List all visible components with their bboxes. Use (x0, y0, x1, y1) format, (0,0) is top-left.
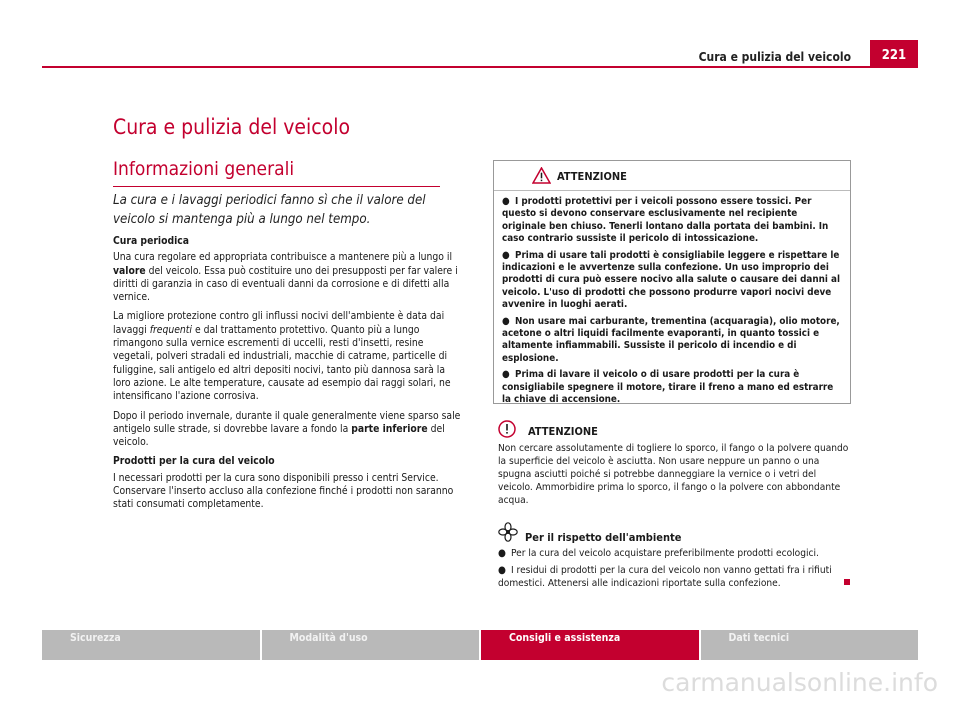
warning-item-text: Prima di lavare il veicolo o di usare prodotti per la cura è consigliabile spegnere il motore, tirare il freno a mano ed estrarre la chiave di accensione. (502, 369, 834, 406)
heading-care-products: Prodotti per la cura del veicolo (113, 455, 275, 468)
paragraph-value (113, 251, 465, 304)
paragraph-products: I necessari prodotti per la cura sono disponibili presso i centri Service. Conservare l'inserto accluso alla confezione finché i prodotti non saranno stati consumati completamente. (113, 471, 454, 511)
warning-item-text: I prodotti protettivi per i veicoli possono essere tossici. Per questo si devono conservare esclusivamente nel recipiente originale ben chiuso. Tenerli lontano dalla portata dei bambini. In caso contrario sussiste il pericolo di intossicazione. (502, 196, 829, 245)
warning-body (494, 191, 850, 407)
bullet: ● (502, 369, 510, 381)
list-item-text: Per la cura del veicolo acquistare preferibilmente prodotti ecologici. (511, 548, 819, 559)
bullet: ● (502, 315, 510, 327)
list-item-text: I residui di prodotti per la cura del veicolo non vanno gettati fra i rifiuti domestici. Attenersi alle indicazioni riportate sulla confezione. (498, 565, 832, 589)
text: Dopo il periodo invernale, durante il quale generalmente viene sparso sale antigelo sulle strade, si dovrebbe lavare a fondo la (113, 409, 461, 435)
bullet: ● (502, 196, 510, 207)
warning-box (493, 160, 851, 404)
tab-sicurezza[interactable]: Sicurezza (42, 630, 260, 660)
page-number: 221 (870, 40, 918, 68)
warning-item (502, 196, 842, 246)
flower-icon (498, 522, 518, 542)
page-header (42, 38, 918, 68)
end-of-section-mark (844, 579, 850, 585)
warning-title: ATTENZIONE (557, 170, 627, 183)
warning-item (502, 316, 842, 366)
bullet: ● (498, 565, 506, 576)
bullet: ● (502, 249, 510, 261)
emphasis: valore (113, 264, 146, 277)
warning-header (494, 161, 850, 191)
warning-item (502, 250, 842, 312)
header-rule (42, 66, 918, 68)
list-item (498, 547, 850, 560)
tab-dati-tecnici[interactable]: Dati tecnici (701, 630, 919, 660)
text: Una cura regolare ed appropriata contribuisce a mantenere più a lungo il (113, 251, 453, 264)
environment-title: Per il rispetto dell'ambiente (525, 531, 682, 544)
paragraph-winter (113, 410, 465, 450)
text: del veicolo. (113, 422, 445, 449)
bullet: ● (498, 548, 506, 559)
warning-item-text: Prima di usare tali prodotti è consigliabile leggere e rispettare le indicazioni e le avvertenze sulla confezione. Un uso improprio dei prodotti di cura può essere nocivo alla salute o causare dei danni al veicolo. L'uso di prodotti che possono produrre vapori nocivi deve avvenire in luoghi aerati. (502, 249, 840, 311)
heading-periodic-care: Cura periodica (113, 235, 190, 247)
text: e dal trattamento protettivo. Quanto più a lungo rimangono sulla vernice escrementi di uccelli, resti d'insetti, resine vegetali, polveri stradali ed industriali, macchie di catrame, particelle di fuliggine, sali antigelo ed altri depositi nocivi, tanto più dannosa sarà la loro azione. Le alte temperature, causate ad esempio dai raggi solari, ne intensificano l'azione corrosiva. (113, 323, 451, 403)
left-column (113, 192, 465, 518)
watermark: carmanualsonline.info (661, 668, 938, 697)
caution-text: Non cercare assolutamente di togliere lo sporco, il fango o la polvere quando la superficie del veicolo è asciutta. Non usare neppure un panno o una spugna asciutti poiché si potrebbe danneggiare la vernice o i vetri del veicolo. Ammorbidire prima lo sporco, il fango o la polvere con abbondante acqua. (498, 443, 849, 506)
tab-modalita-d-uso[interactable]: Modalità d'uso (262, 630, 480, 660)
paragraph-protection (113, 310, 465, 403)
environment-list (498, 547, 850, 594)
header-title: Cura e pulizia del veicolo (698, 50, 851, 64)
emphasis: parte inferiore (351, 422, 428, 435)
warning-triangle-icon (532, 167, 551, 184)
lead-text: La cura e i lavaggi periodici fanno sì che il valore del veicolo si mantenga più a lungo nel tempo. (113, 193, 426, 227)
tab-consigli-e-assistenza[interactable]: Consigli e assistenza (481, 630, 699, 660)
emphasis: frequenti (149, 323, 193, 336)
warning-item (502, 369, 842, 406)
warning-item-text: Non usare mai carburante, trementina (acquaragia), olio motore, acetone o altri liquidi facilmente evaporanti, in quanto tossici e altamente infiammabili. Sussiste il pericolo di incendio e di esplosione. (502, 315, 840, 364)
exclamation-circle-icon (498, 420, 516, 438)
text: La migliore protezione contro gli influssi nocivi dell'ambiente è data dai lavaggi (113, 310, 445, 336)
caution-title: ATTENZIONE (528, 425, 598, 438)
page-title: Cura e pulizia del veicolo (113, 115, 351, 139)
footer-nav (42, 630, 918, 660)
text: del veicolo. Essa può costituire uno dei presupposti per far valere i diritti di garanzia in caso di eventuali danni da corrosione e di difetti alla vernice. (113, 264, 458, 304)
section-title: Informazioni generali (113, 158, 440, 187)
list-item (498, 564, 850, 590)
